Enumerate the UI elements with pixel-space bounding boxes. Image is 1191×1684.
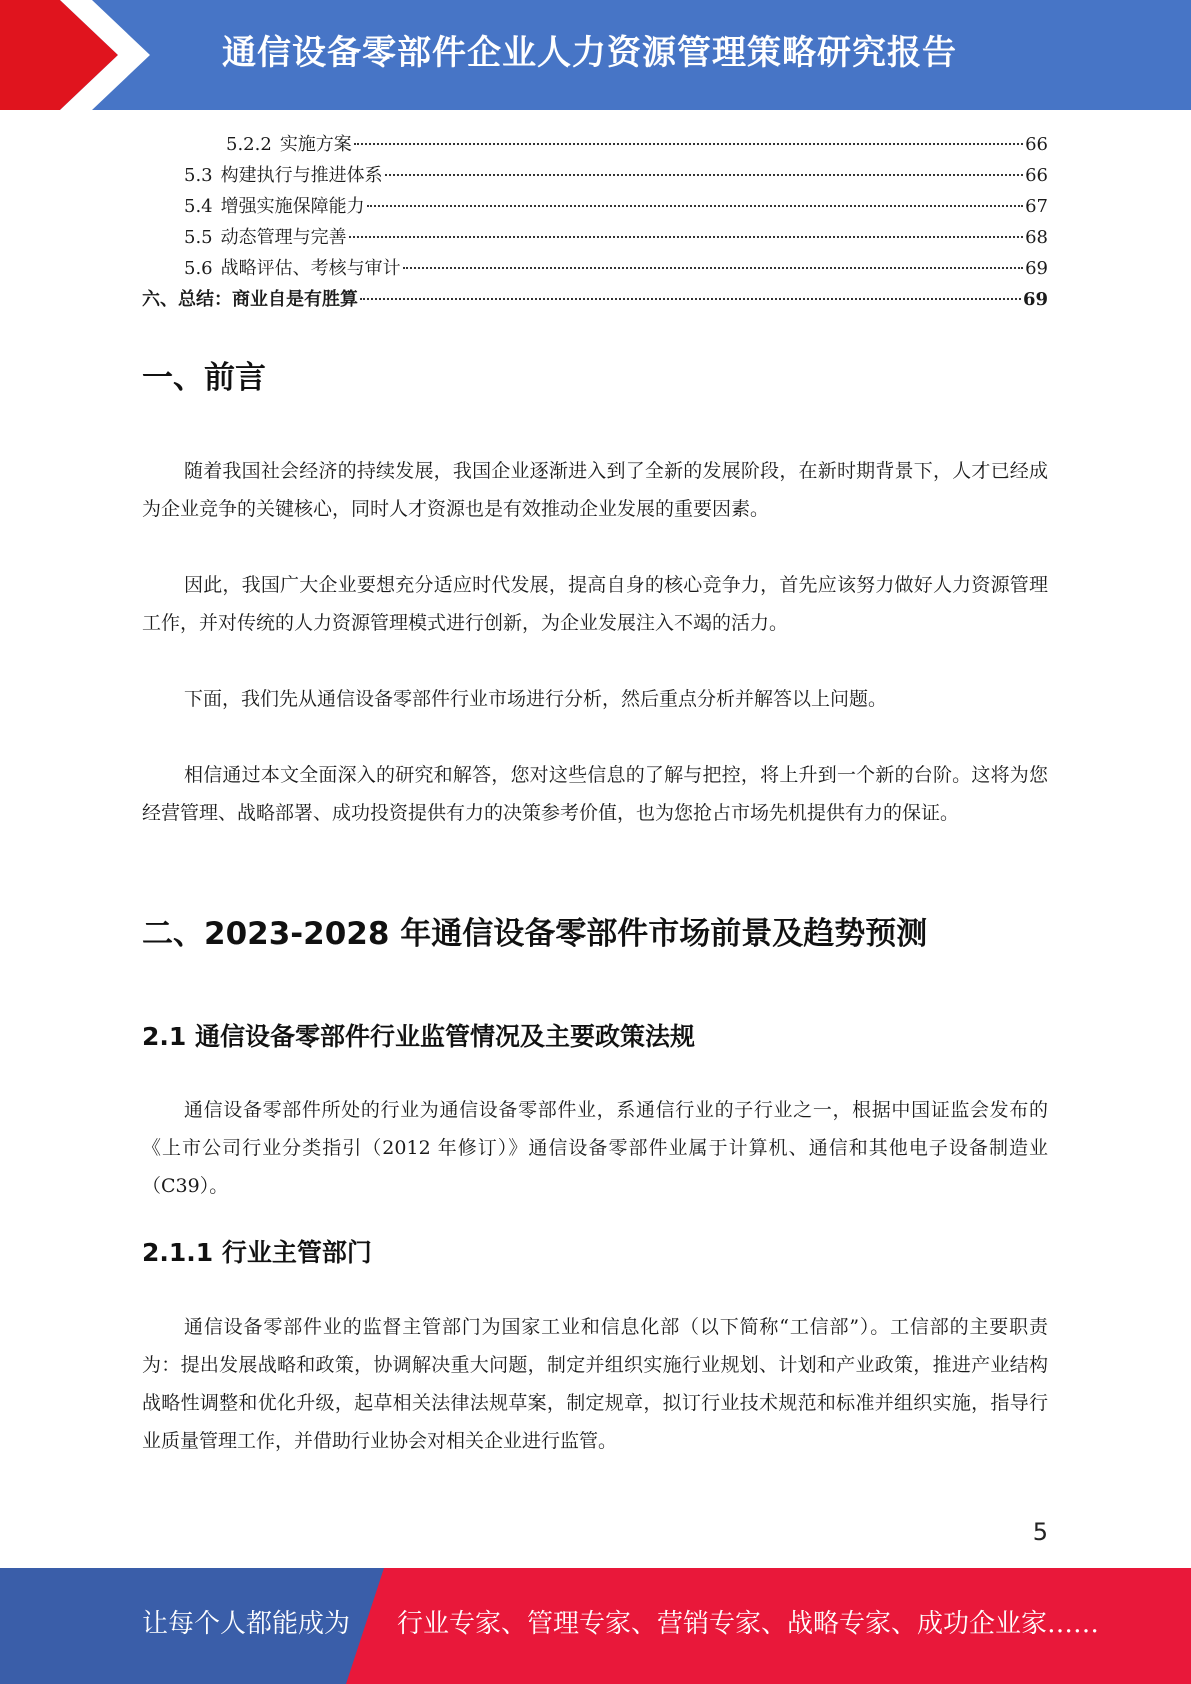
toc-item-page: 67 — [1025, 196, 1048, 217]
toc-item-title: 实施方案 — [279, 134, 352, 155]
toc-leader-dots — [367, 204, 1023, 207]
toc-leader-dots — [354, 142, 1023, 145]
toc-item-title: 总结：商业自是有胜算 — [178, 289, 358, 310]
toc-item-title: 动态管理与完善 — [220, 227, 347, 248]
footer-slogan-left: 让每个人都能成为 — [142, 1609, 351, 1639]
preface-paragraph: 下面，我们先从通信设备零部件行业市场进行分析，然后重点分析并解答以上问题。 — [184, 688, 888, 710]
toc-item-title: 战略评估、考核与审计 — [220, 258, 401, 279]
toc-item[interactable] — [142, 284, 1048, 315]
table-of-contents — [142, 129, 1048, 315]
toc-item-page: 66 — [1025, 134, 1048, 155]
toc-item-number: 六、 — [142, 289, 178, 310]
subsection-heading-regulation: 2.1 通信设备零部件行业监管情况及主要政策法规 — [142, 1022, 695, 1051]
preface-paragraph: 因此，我国广大企业要想充分适应时代发展，提高自身的核心竞争力，首先应该努力做好人力资源管理工作，并对传统的人力资源管理模式进行创新，为企业发展注入不竭的活力。 — [142, 574, 1048, 634]
section-heading-market: 二、2023-2028 年通信设备零部件市场前景及趋势预测 — [142, 916, 928, 952]
toc-leader-dots — [360, 297, 1021, 300]
toc-item-page: 69 — [1025, 258, 1048, 279]
toc-item[interactable] — [142, 253, 1048, 284]
toc-item-number: 5.5 — [184, 227, 213, 248]
toc-item-number: 5.3 — [184, 165, 213, 186]
toc-item-number: 5.6 — [184, 258, 213, 279]
footer-slogan-right: 行业专家、管理专家、营销专家、战略专家、成功企业家…… — [397, 1609, 1100, 1639]
regulation-paragraph: 通信设备零部件所处的行业为通信设备零部件业，系通信行业的子行业之一，根据中国证监会发布的《上市公司行业分类指引（2012 年修订）》通信设备零部件业属于计算机、通信和其他电子设备制造业（C39）。 — [142, 1099, 1048, 1197]
header-banner — [0, 0, 1191, 110]
authority-paragraph: 通信设备零部件业的监督主管部门为国家工业和信息化部（以下简称“工信部”）。工信部的主要职责为：提出发展战略和政策，协调解决重大问题，制定并组织实施行业规划、计划和产业政策，推进产业结构战略性调整和优化升级，起草相关法律法规草案，制定规章，拟订行业技术规范和标准并组织实施，指导行业质量管理工作，并借助行业协会对相关企业进行监管。 — [142, 1316, 1048, 1452]
toc-item-number: 5.4 — [184, 196, 213, 217]
toc-item-title: 构建执行与推进体系 — [220, 165, 383, 186]
toc-item-title: 增强实施保障能力 — [220, 196, 365, 217]
toc-leader-dots — [403, 266, 1023, 269]
toc-item[interactable] — [142, 129, 1048, 160]
toc-item-page: 66 — [1025, 165, 1048, 186]
toc-item-number: 5.2.2 — [226, 134, 272, 155]
toc-item[interactable] — [142, 191, 1048, 222]
toc-leader-dots — [385, 173, 1023, 176]
report-title: 通信设备零部件企业人力资源管理策略研究报告 — [222, 33, 957, 73]
preface-paragraph: 随着我国社会经济的持续发展，我国企业逐渐进入到了全新的发展阶段，在新时期背景下，人才已经成为企业竞争的关键核心，同时人才资源也是有效推动企业发展的重要因素。 — [142, 460, 1048, 520]
toc-item-page: 68 — [1025, 227, 1048, 248]
page-number: 5 — [1032, 1518, 1048, 1546]
toc-item[interactable] — [142, 222, 1048, 253]
section-heading-preface: 一、前言 — [142, 360, 266, 396]
toc-item-page: 69 — [1022, 289, 1048, 310]
footer-banner — [0, 1568, 1191, 1684]
toc-item[interactable] — [142, 160, 1048, 191]
toc-leader-dots — [349, 235, 1023, 238]
preface-paragraph: 相信通过本文全面深入的研究和解答，您对这些信息的了解与把控，将上升到一个新的台阶。这将为您经营管理、战略部署、成功投资提供有力的决策参考价值，也为您抢占市场先机提供有力的保证。 — [142, 764, 1048, 824]
subsection-heading-authority: 2.1.1 行业主管部门 — [142, 1238, 372, 1267]
